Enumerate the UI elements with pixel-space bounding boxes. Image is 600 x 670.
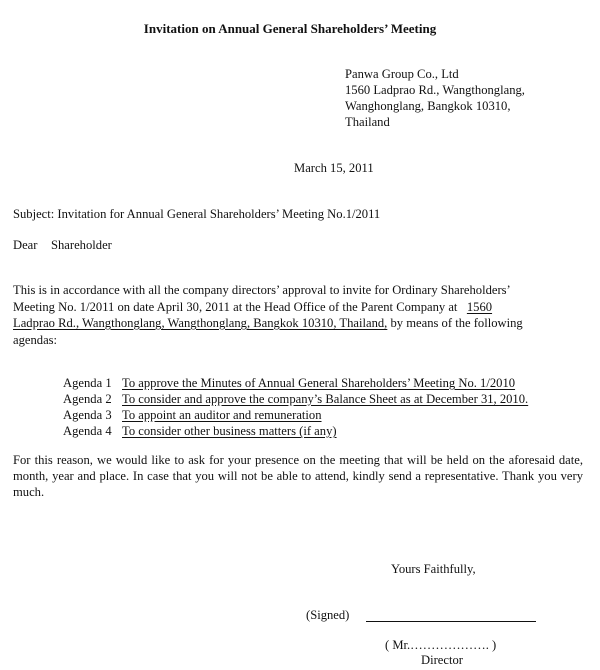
signature-line	[366, 621, 536, 622]
letter-date: March 15, 2011	[294, 161, 374, 175]
body-line	[13, 315, 523, 332]
agenda-text: To appoint an auditor and remuneration	[122, 408, 322, 422]
sender-address-line: Panwa Group Co., Ltd	[345, 67, 459, 81]
body-line	[13, 299, 523, 316]
signed-label: (Signed)	[306, 608, 350, 622]
body-line: agendas:	[13, 332, 58, 347]
sender-address	[345, 66, 525, 130]
document-title: Invitation on Annual General Shareholders’ Meeting	[143, 21, 437, 36]
agenda-label: Agenda 3	[63, 408, 112, 422]
agenda-text: To approve the Minutes of Annual General Shareholders’ Meeting No. 1/2010	[122, 376, 516, 390]
sender-address-line: 1560 Ladprao Rd., Wangthonglang,	[345, 83, 525, 97]
sender-address-line: Thailand	[345, 115, 390, 129]
body-line: This is in accordance with all the company directors’ approval to invite for Ordinary Shareholders’	[13, 283, 511, 297]
meeting-address: Ladprao Rd., Wangthonglang, Wangthonglang, Bangkok 10310, Thailand,	[13, 316, 388, 330]
signatory-name: ( Mr.………………. )	[385, 638, 497, 652]
body-paragraph	[13, 282, 523, 348]
agenda-label: Agenda 1	[63, 376, 112, 390]
agenda-item	[63, 391, 528, 407]
sender-address-line: Wanghonglang, Bangkok 10310,	[345, 99, 511, 113]
valediction: Yours Faithfully,	[391, 562, 476, 576]
body-text: by means of the following	[387, 316, 523, 330]
subject-line: Subject: Invitation for Annual General Shareholders’ Meeting No.1/2011	[13, 207, 381, 221]
agenda-text: To consider other business matters (if any)	[122, 424, 337, 438]
body-text: Meeting No. 1/2011 on date April 30, 2011 at the Head Office of the Parent Company at	[13, 299, 458, 314]
signatory-position: Director	[421, 653, 463, 667]
agenda-text: To consider and approve the company’s Balance Sheet as at December 31, 2010.	[122, 392, 529, 406]
agenda-item	[63, 375, 528, 391]
salutation-recipient: Shareholder	[51, 238, 112, 252]
meeting-address: 1560	[466, 299, 493, 314]
agenda-item	[63, 407, 528, 423]
agenda-label: Agenda 4	[63, 424, 112, 438]
salutation-dear: Dear	[13, 238, 38, 252]
closing-paragraph: For this reason, we would like to ask for your presence on the meeting that will be held on the aforesaid date, month, year and place. In case that you will not be able to attend, kindly send a representative. Thank you very much.	[13, 453, 583, 499]
agenda-list	[63, 375, 528, 439]
agenda-label: Agenda 2	[63, 392, 112, 406]
agenda-item	[63, 423, 528, 439]
salutation	[13, 237, 112, 253]
